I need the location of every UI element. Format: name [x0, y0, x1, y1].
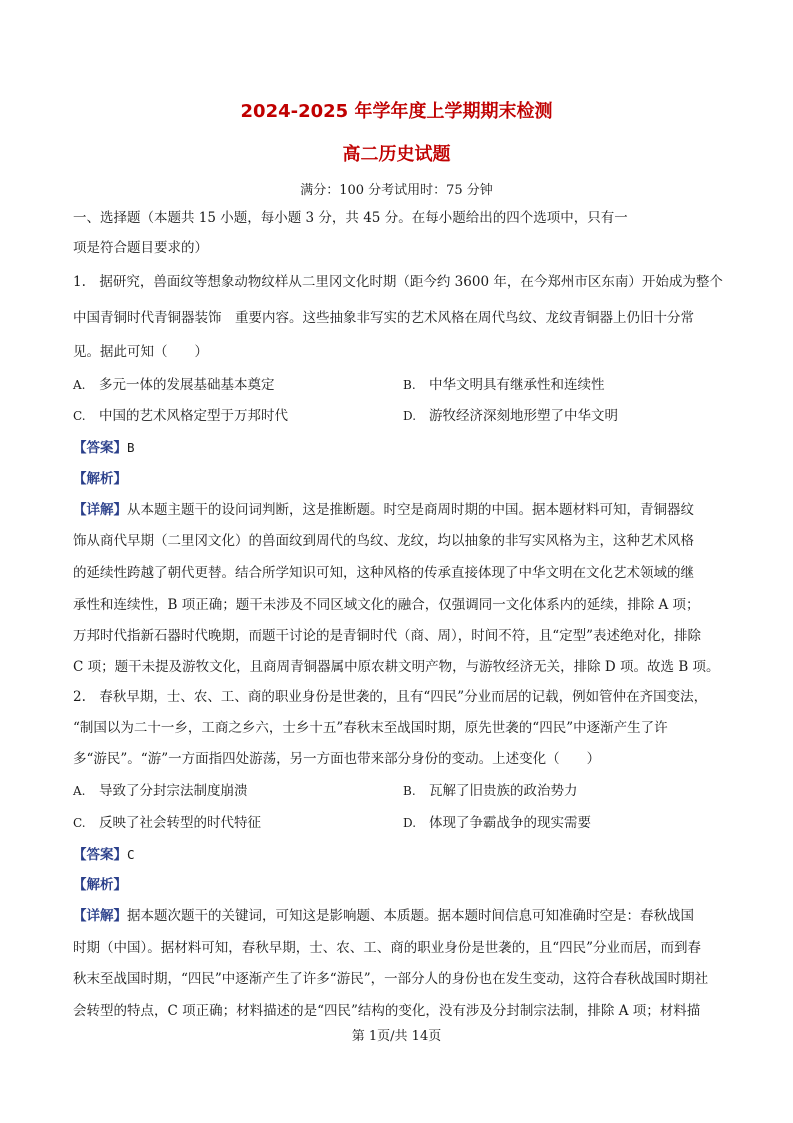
option-b	[403, 782, 578, 800]
option-key: A.	[73, 784, 86, 798]
option-text: 中华文明具有继承性和连续性	[429, 377, 605, 393]
option-key: D.	[403, 409, 417, 423]
detail-line: 秋末至战国时期，“四民”中逐渐产生了许多“游民”，一部分人的身份也在发生变动，这符合春秋战国时期社	[73, 971, 709, 987]
exam-meta: 满分：100 分考试用时：75 分钟	[300, 183, 493, 198]
answer-value: B	[127, 440, 135, 455]
analysis-label: 【解析】	[73, 877, 127, 893]
answer-tag: 【答案】	[73, 847, 127, 863]
option-d	[403, 407, 618, 425]
section-instruction: 一、选择题（本题共 15 小题，每小题 3 分，共 45 分。在每小题给出的四个选项中，只有一	[73, 210, 628, 226]
option-key: B.	[403, 784, 416, 798]
page-number: 第 1页/共 14页	[351, 1029, 442, 1044]
detail-text: 从本题主题干的设问词判断，这是推断题。时空是商周时期的中国。据本题材料可知，青铜器纹	[127, 502, 694, 518]
analysis-label: 【解析】	[73, 471, 127, 487]
option-text: 导致了分封宗法制度崩溃	[99, 783, 248, 799]
option-c	[73, 814, 261, 832]
detail-line	[73, 501, 694, 519]
question-stem: “制国以为二十一乡，工商之乡六，士乡十五”春秋末至战国时期，原先世袭的“四民”中逐渐产生了许	[73, 720, 668, 736]
analysis-tag	[73, 470, 127, 488]
option-text: 多元一体的发展基础基本奠定	[99, 377, 275, 393]
exam-title: 2024-2025 年学年度上学期期末检测	[240, 101, 553, 122]
section-instruction: 项是符合题目要求的）	[73, 240, 208, 256]
detail-line: 时期（中国）。据材料可知，春秋早期，士、农、工、商的职业身份是世袭的，且“四民”分业而居，而到春	[73, 940, 702, 956]
question-stem: 2. 春秋早期，士、农、工、商的职业身份是世袭的，且有“四民”分业而居的记载，例如管仲在齐国变法，	[73, 689, 708, 705]
question-stem: 见。据此可知（ ）	[73, 344, 208, 360]
option-text: 游牧经济深刻地形塑了中华文明	[429, 408, 618, 424]
answer-tag: 【答案】	[73, 440, 127, 456]
option-key: C.	[73, 816, 86, 830]
option-a	[73, 376, 275, 394]
detail-line	[73, 907, 694, 925]
option-a	[73, 782, 248, 800]
detail-text: 据本题次题干的关键词，可知这是影响题、本质题。据本题时间信息可知准确时空是：春秋战国	[127, 908, 694, 924]
question-stem: 中国青铜时代青铜器装饰 重要内容。这些抽象非写实的艺术风格在周代鸟纹、龙纹青铜器上仍旧十分常	[73, 310, 694, 326]
question-stem: 1. 据研究，兽面纹等想象动物纹样从二里冈文化时期（距今约 3600 年，在今郑州市区东南）开始成为整个	[73, 274, 723, 290]
answer-value: C	[127, 847, 135, 862]
detail-line: 的延续性跨越了朝代更替。结合所学知识可知，这种风格的传承直接体现了中华文明在文化艺术领域的继	[73, 565, 694, 581]
option-key: B.	[403, 378, 416, 392]
detail-line: 会转型的特点，C 项正确；材料描述的是“四民”结构的变化，没有涉及分封制宗法制，排除 A 项；材料描	[73, 1003, 701, 1019]
option-text: 瓦解了旧贵族的政治势力	[429, 783, 578, 799]
option-key: A.	[73, 378, 86, 392]
option-text: 中国的艺术风格定型于万邦时代	[99, 408, 288, 424]
answer-line	[73, 439, 135, 457]
detail-tag: 【详解】	[73, 502, 127, 518]
option-text: 反映了社会转型的时代特征	[99, 815, 261, 831]
option-c	[73, 407, 288, 425]
option-text: 体现了争霸战争的现实需要	[429, 815, 591, 831]
detail-line: C 项；题干未提及游牧文化，且商周青铜器属中原农耕文明产物，与游牧经济无关，排除 D 项。故选 B 项。	[73, 659, 720, 675]
detail-line: 万邦时代指新石器时代晚期，而题干讨论的是青铜时代（商、周），时间不符，且“定型”表述绝对化，排除	[73, 628, 702, 644]
detail-line: 饰从商代早期（二里冈文化）的兽面纹到周代的鸟纹、龙纹，均以抽象的非写实风格为主，这种艺术风格	[73, 533, 694, 549]
option-key: C.	[73, 409, 86, 423]
question-stem: 多“游民”。“游”一方面指四处游荡，另一方面也带来部分身份的变动。上述变化（ ）	[73, 751, 601, 767]
answer-line	[73, 846, 135, 864]
exam-subtitle: 高二历史试题	[342, 144, 451, 165]
analysis-tag	[73, 876, 127, 894]
option-d	[403, 814, 591, 832]
detail-tag: 【详解】	[73, 908, 127, 924]
option-key: D.	[403, 816, 417, 830]
option-b	[403, 376, 605, 394]
detail-line: 承性和连续性，B 项正确；题干未涉及不同区域文化的融合，仅强调同一文化体系内的延续，排除 A 项；	[73, 597, 700, 613]
